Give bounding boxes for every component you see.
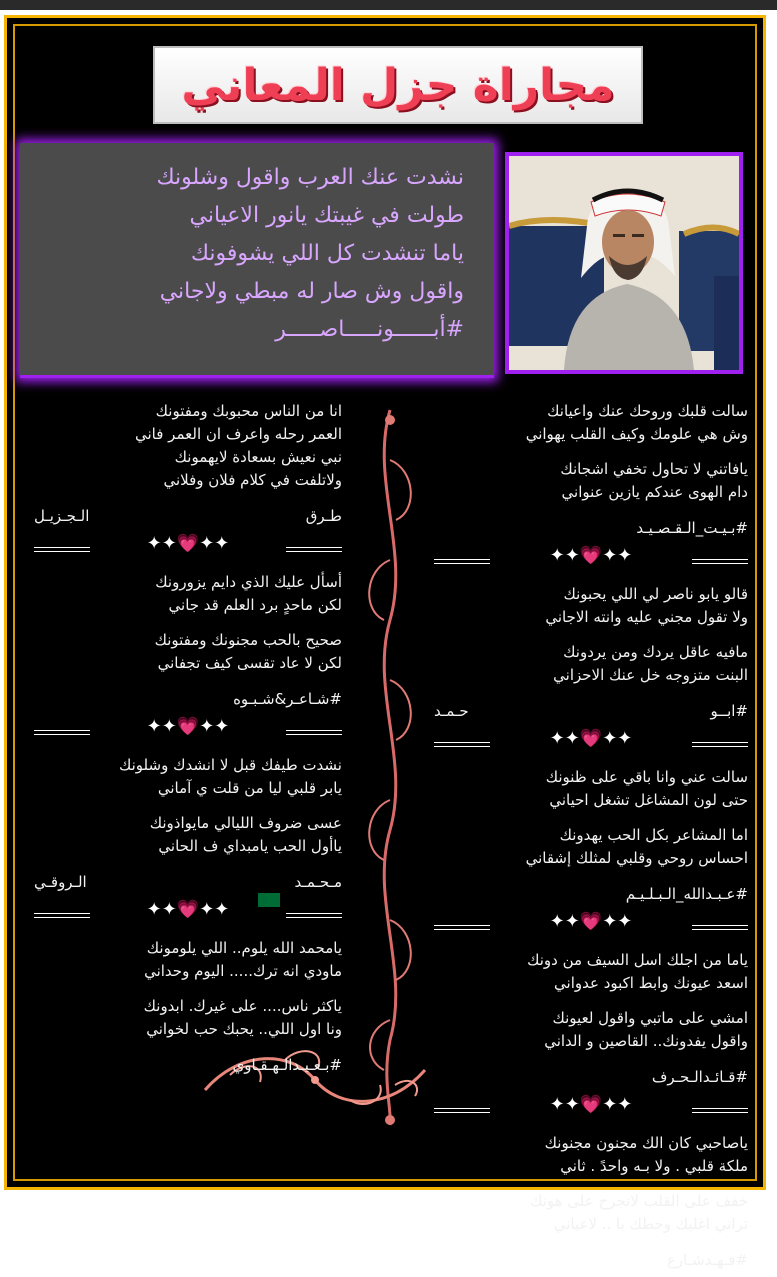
separator-rule: [692, 742, 748, 747]
poet-signature: #بـيـت_الـقـصـيـد: [636, 519, 748, 537]
verse-line: ياما تنشدت كل اللي يشوفونك: [190, 241, 464, 266]
poem-line: دام الهوى عندكم يازين عنواني: [561, 483, 748, 501]
hearts-separator: [34, 533, 342, 563]
poem-stanza: [434, 1190, 748, 1236]
poem-line: نبي نعيش بسعادة لايهمونك: [174, 448, 342, 466]
poem-line: نشدت طيفك قبل لا انشدك وشلونك: [118, 756, 342, 774]
poem-line: انا من الناس محبوبك ومفتونك: [155, 402, 342, 420]
left-poem-column: [34, 400, 342, 1082]
poet-signature: #عـبـدالله_الـبـلـيـم: [625, 885, 748, 903]
separator-glyphs: ✦✦💗✦✦: [146, 899, 230, 920]
poem-stanza: [34, 995, 342, 1041]
poem-line: البنت متزوجه خل عنك الاحزاني: [553, 666, 748, 684]
verse-signature: #أبــــــونـــــاصـــــر: [275, 317, 464, 342]
separator-rule: [692, 1108, 748, 1113]
separator-rule: [434, 1108, 490, 1113]
featured-verse-box: [20, 143, 494, 378]
poem-line: ماودي انه ترك..... اليوم وحداني: [144, 962, 342, 980]
poem-line: واقول يفدونك.. القاصين و الداني: [544, 1032, 748, 1050]
poem-line: وش هي علومك وكيف القلب يهواني: [525, 425, 748, 443]
hearts-separator: [434, 1094, 748, 1124]
poem-line: عسى ضروف الليالي مايواذونك: [149, 814, 342, 832]
poem-line: مافيه عاقل يردك ومن يردونك: [563, 643, 748, 661]
saudi-flag-icon: [258, 893, 280, 907]
top-bar: [0, 0, 777, 10]
poem-line: لكن ماحدٍ برد العلم قد جاني: [168, 596, 342, 614]
poem-line: حتى لون المشاغل تشغل احياني: [549, 791, 748, 809]
poem-stanza: [434, 641, 748, 687]
poem-line: ياصاحبي كان الك مجنون مجنونك: [544, 1134, 748, 1152]
title-banner: [153, 46, 643, 124]
poem-line: ياما من اجلك اسل السيف من دونك: [527, 951, 748, 969]
poem-line: ولا تقول مجني عليه وانته الاجاني: [545, 608, 748, 626]
poem-stanza: [434, 400, 748, 446]
poem-line: يابر قلبي ليا من قلت ي آماني: [157, 779, 342, 797]
poem-line: ياأول الحب يامبداي ف الحاني: [158, 837, 342, 855]
hearts-separator: [434, 911, 748, 941]
hearts-separator: [34, 716, 342, 746]
separator-rule: [434, 559, 490, 564]
poem-stanza: [34, 400, 342, 492]
portrait-photo: [505, 152, 743, 374]
poem-line: صحيح بالحب مجنونك ومفتونك: [154, 631, 342, 649]
poem-stanza: [434, 1132, 748, 1178]
separator-rule: [34, 730, 90, 735]
poem-line: ولاتلفت في كلام فلان وفلاني: [163, 471, 342, 489]
vertical-ornament: [360, 400, 420, 1130]
poem-line: سالت عني وانا باقي على ظنونك: [545, 768, 748, 786]
separator-rule: [692, 559, 748, 564]
verse-line: واقول وش صار له مبطي ولاجاني: [159, 279, 464, 304]
poet-signature: طـرق الـجـزيـل: [34, 507, 342, 525]
poem-line: ونا اول اللي.. يحبك حب لخواني: [146, 1020, 342, 1038]
separator-rule: [692, 925, 748, 930]
poem-line: لكن لا عاد تقسى كيف تجفاني: [157, 654, 342, 672]
hearts-separator: [434, 728, 748, 758]
poem-line: ياكثر ناس.... على غيرك. ابدونك: [143, 997, 342, 1015]
separator-glyphs: ✦✦💗✦✦: [146, 533, 230, 554]
separator-glyphs: ✦✦💗✦✦: [146, 716, 230, 737]
poem-stanza: [34, 571, 342, 617]
poem-line: ملكة قلبي . ولا بـه واحدً . ثاني: [560, 1157, 748, 1175]
poem-line: العمر رحله واعرف ان العمر فاني: [135, 425, 342, 443]
poet-signature: #بـعـيـدالـهـقـاوي: [232, 1056, 342, 1074]
poem-stanza: [434, 949, 748, 995]
separator-glyphs: ✦✦💗✦✦: [549, 911, 633, 932]
poem-line: تراني اغليك وحطك با .. لاعياني: [553, 1215, 748, 1233]
poem-stanza: [434, 458, 748, 504]
poet-signature: مـحـمـد الـروقـي: [34, 873, 342, 891]
poem-line: اسعد عيونك وابط اكبود عدواني: [554, 974, 748, 992]
poem-stanza: [434, 1007, 748, 1053]
poem-line: قالو يابو ناصر لي اللي يحبونك: [563, 585, 748, 603]
poet-signature: #فـهـدشـارع: [666, 1251, 748, 1269]
poem-stanza: [434, 583, 748, 629]
right-poem-column: [434, 400, 748, 1277]
hearts-separator: [34, 899, 342, 929]
poster-title: مجاراة جزل المعاني: [181, 59, 615, 111]
poem-stanza: [34, 937, 342, 983]
poet-signature: #قـائـدالـحـرف: [651, 1068, 748, 1086]
poet-signature: #شـاعـر&شـبـوه: [233, 690, 342, 708]
separator-rule: [434, 925, 490, 930]
poem-line: خفف على القلب لاتجرح على هونك: [530, 1192, 748, 1210]
separator-glyphs: ✦✦💗✦✦: [549, 545, 633, 566]
poem-stanza: [34, 812, 342, 858]
separator-rule: [434, 742, 490, 747]
poem-stanza: [434, 766, 748, 812]
poem-line: يافاتني لا تحاول تخفي اشجانك: [560, 460, 748, 478]
verse-line: طولت في غيبتك يانور الاعياني: [189, 203, 464, 228]
separator-glyphs: ✦✦💗✦✦: [549, 728, 633, 749]
verse-line: نشدت عنك العرب واقول وشلونك: [156, 165, 464, 190]
poem-line: احساس روحي وقلبي لمثلك إشقاني: [525, 849, 748, 867]
poem-stanza: [434, 824, 748, 870]
separator-glyphs: ✦✦💗✦✦: [549, 1094, 633, 1115]
poem-line: سالت قلبك وروحك عنك واعيانك: [547, 402, 748, 420]
poem-line: اما المشاعر بكل الحب يهدونك: [559, 826, 748, 844]
poem-line: يامحمد الله يلوم.. اللي يلومونك: [146, 939, 342, 957]
separator-rule: [286, 913, 342, 918]
poem-line: امشي على ماتبي واقول لعيونك: [552, 1009, 748, 1027]
separator-rule: [34, 547, 90, 552]
separator-rule: [286, 547, 342, 552]
separator-rule: [34, 913, 90, 918]
poem-stanza: [34, 754, 342, 800]
separator-rule: [286, 730, 342, 735]
poem-line: أسأل عليك الذي دايم يزورونك: [155, 573, 342, 591]
hearts-separator: [434, 545, 748, 575]
poet-signature: #ابــو حـمـد: [434, 702, 748, 720]
poem-stanza: [34, 629, 342, 675]
